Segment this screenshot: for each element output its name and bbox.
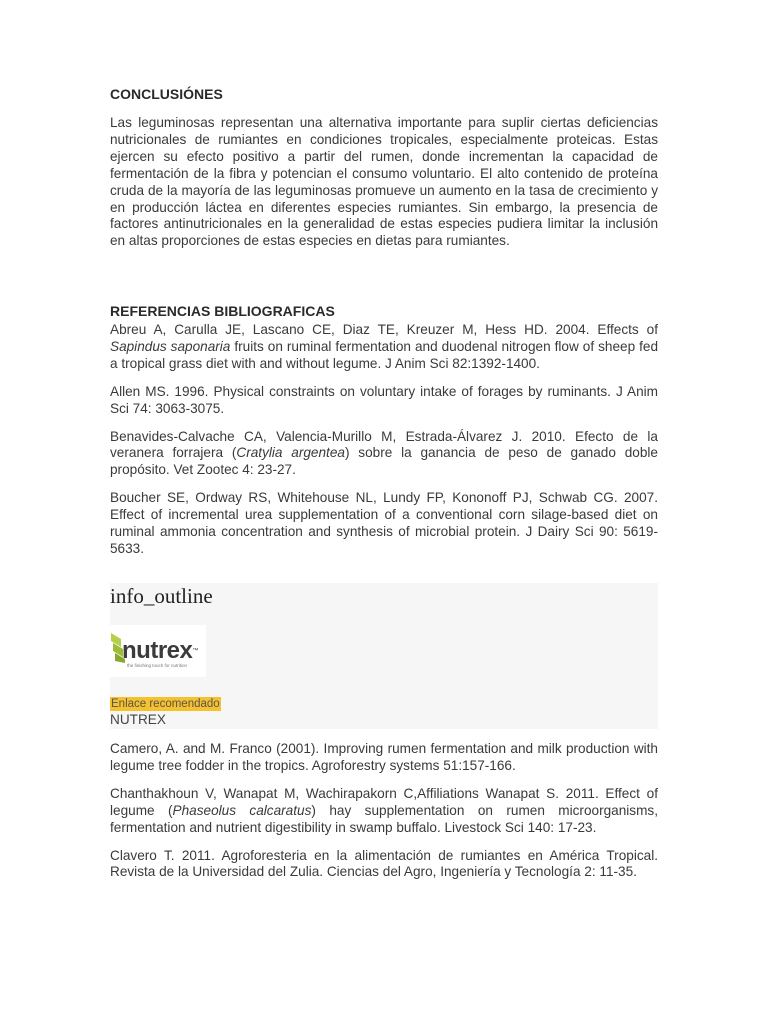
recommended-link-label[interactable]: Enlace recomendado [111, 698, 220, 710]
references-section-bottom [110, 741, 658, 881]
conclusions-heading: CONCLUSIÓNES [110, 86, 223, 102]
reference-benavides: Benavides-Calvache CA, Valencia-Murillo M, Estrada-Álvarez J. 2010. Efecto de la veranera forrajera (Cratylia argentea) sobre la ganancia de peso de ganado doble propósito. Vet Zootec 4: 23-27. [110, 428, 658, 478]
reference-clavero: Clavero T. 2011. Agroforesteria en la alimentación de rumiantes en América Tropical. Revista de la Universidad del Zulia. Ciencias del Agro, Ingeniería y Tecnología 2: 11-35. [110, 847, 658, 880]
logo-wordmark: nutrex™ [122, 637, 198, 664]
nutrex-logo[interactable] [110, 625, 206, 677]
reference-camero: Camero, A. and M. Franco (2001). Improving rumen fermentation and milk production with legume tree fodder in the tropics. Agroforestry systems 51:157-166. [110, 741, 658, 773]
recommended-ad[interactable] [110, 583, 658, 729]
reference-allen: Allen MS. 1996. Physical constraints on voluntary intake of forages by ruminants. J Anim Sci 74: 3063-3075. [110, 383, 658, 416]
conclusions-section [110, 86, 658, 250]
reference-chanthakhoun: Chanthakhoun V, Wanapat M, Wachirapakorn C,Affiliations Wanapat S. 2011. Effect of legume (Phaseolus calcaratus) hay supplementation on rumen microorganisms, fermentation and nutrient digestibility in swamp buffalo. Livestock Sci 140: 17-23. [110, 785, 659, 835]
references-section-top [110, 303, 658, 558]
ad-brand-name[interactable]: NUTREX [110, 712, 166, 727]
reference-abreu: Abreu A, Carulla JE, Lascano CE, Diaz TE, Kreuzer M, Hess HD. 2004. Effects of Sapindus saponaria fruits on ruminal fermentation and duodenal nitrogen flow of sheep fed a tropical grass diet with and without legume. J Anim Sci 82:1392-1400. [110, 322, 659, 371]
reference-boucher: Boucher SE, Ordway RS, Whitehouse NL, Lundy FP, Kononoff PJ, Schwab CG. 2007. Effect of incremental urea supplementation of a conventional corn silage-based diet on ruminal ammonia concentration and synthesis of microbial protein. J Dairy Sci 90: 5619-5633. [110, 490, 658, 556]
logo-tagline: the finishing touch for nutrition [127, 663, 188, 668]
info-outline-icon[interactable]: info_outline [110, 584, 213, 608]
conclusions-paragraph: Las leguminosas representan una alternativa importante para suplir ciertas deficiencias nutricionales de rumiantes en condiciones tropicales, especialmente proteicas. Estas ejercen su efecto positivo a partir del rumen, donde incrementan la capacidad de fermentación de la fibra y potencian el consumo voluntario. El alto contenido de proteína cruda de la mayoría de las leguminosas promueve un aumento en la tasa de crecimiento y en producción láctea en diferentes especies rumiantes. Sin embargo, la presencia de factores antinutricionales en la generalidad de estas especies pudiera limitar la inclusión en altas proporciones de estas especies en dietas para rumiantes. [110, 115, 658, 249]
references-heading: REFERENCIAS BIBLIOGRAFICAS [110, 303, 335, 319]
